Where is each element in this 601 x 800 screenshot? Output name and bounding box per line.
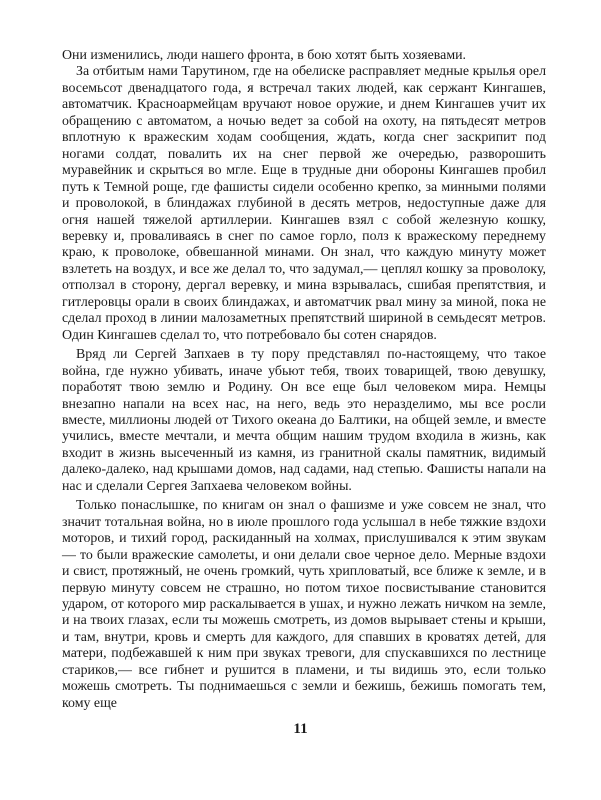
- document-page: [62, 48, 546, 712]
- paragraph-3: Вряд ли Сергей Запхаев в ту пору представлял по-настоящему, что такое война, где нужно убивать, иначе убьют тебя, твоих товарищей, твою девушку, поработят твою землю и Родину. Он все еще был человеком мира. Немцы внезапно напали на всех нас, на него, ведь это неразделимо, мы все росли вместе, миллионы людей от Тихого океана до Балтики, на общей земле, и вместе учились, вместе мечтали, и мечта общим нашим трудом входила в жизнь, как входит в жизнь высеченный из камня, из гранитной скалы памятник, видимый далеко-далеко, над крышами домов, над садами, над степью. Фашисты напали на нас и сделали Сергея Запхаева человеком войны.: [62, 347, 546, 494]
- paragraph-1: Они изменились, люди нашего фронта, в бою хотят быть хозяевами.: [62, 48, 467, 63]
- page-number: 11: [293, 721, 308, 737]
- paragraph-4: Только понаслышке, по книгам он знал о фашизме и уже совсем не знал, что значит тотальная война, но в июле прошлого года услышал в небе тяжкие вздохи моторов, и тихий город, раскиданный на холмах, прислушивался к этим звукам — то были вражеские самолеты, и они делали свое черное дело. Мерные вздохи и свист, протяжный, не очень громкий, чуть хрипловатый, все ближе к земле, и в первую минуту совсем не страшно, но потом тихое посвистывание становится ударом, от которого мир раскалывается в ушах, и нужно лежать ничком на земле, и на твоих глазах, если ты можешь смотреть, из домов вырывает стены и крыши, и там, внутри, кровь и смерть для каждого, для спавших в кроватях детей, для матери, подбежавшей к ним при звуках тревоги, для спускавшихся по лестнице стариков,— все гибнет и рушится в пламени, и ты видишь это, если только можешь смотреть. Ты поднимаешься с земли и бежишь, бежишь помогать тем, кому еще: [62, 498, 546, 711]
- paragraph-2: За отбитым нами Тарутином, где на обелиске расправляет медные крылья орел восемьсот двенадцатого года, я встречал таких людей, как сержант Кингашев, автоматчик. Красноармейцам вручают новое оружие, и днем Кингашев учит их обращению с автоматом, а ночью ведет за собой на охоту, на пятьдесят метров вплотную к вражеским ходам сообщения, ждать, когда снег заскрипит под ногами солдат, повалить их на снег первой же очередью, разворошить муравейник и скрыться во мгле. Еще в трудные дни обороны Кингашев пробил путь к Темной роще, где фашисты сидели особенно крепко, за минными полями и проволокой, в блиндажах глубиной в десять метров, недоступные даже для огня нашей тяжелой артиллерии. Кингашев взял с собой железную кошку, веревку и, проваливаясь в снег по самое горло, полз к вражескому переднему краю, к проволоке, обвешанной минами. Он знал, что каждую минуту может взлететь на воздух, и все же делал то, что задумал,— цеплял кошку за проволоку, отползал в сторону, дергал веревку, и мина взрывалась, сшибая препятствия, и гитлеровцы орали в своих блиндажах, и автоматчик рвал мину за миной, пока не сделал проход в линии малозаметных препятствий шириной в семьдесят метров. Один Кингашев сделал то, что потребовало бы сотен снарядов.: [62, 64, 546, 343]
